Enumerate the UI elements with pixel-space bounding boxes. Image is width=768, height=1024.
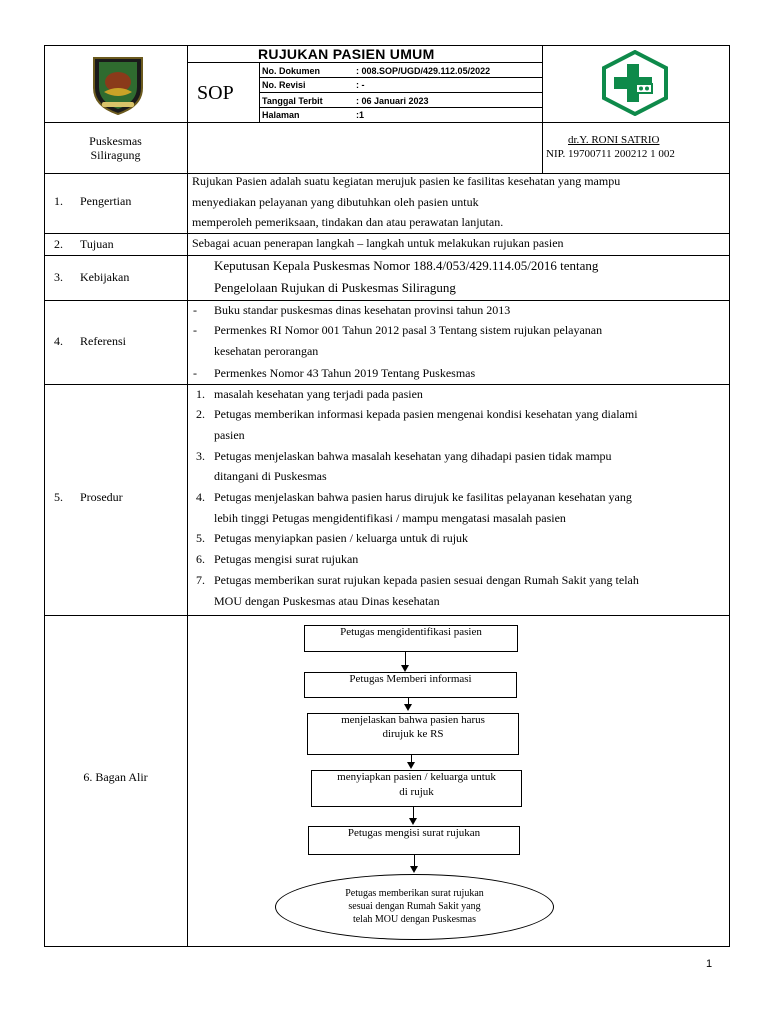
kebijakan-line: Pengelolaan Rujukan di Puskesmas Siliragung [214, 280, 456, 295]
pengertian-line: menyediakan pelayanan yang dibutuhkan oleh pasien untuk [192, 195, 479, 209]
flow-box-text: Petugas mengidentifikasi pasien [340, 626, 482, 638]
pengertian-line: Rujukan Pasien adalah suatu kegiatan merujuk pasien ke fasilitas kesehatan yang mampu [192, 174, 621, 188]
flow-box-text: Petugas mengisi surat rujukan [347, 827, 481, 839]
tujuan-text: Sebagai acuan penerapan langkah – langkah untuk melakukan rujukan pasien [192, 236, 564, 250]
flow-arrowhead [410, 866, 418, 873]
field-halaman-label: Halaman [262, 110, 300, 120]
flow-box-text: dirujuk ke RS [382, 728, 444, 740]
document-title: RUJUKAN PASIEN UMUM [258, 46, 435, 62]
step-text: Petugas mengisi surat rujukan [214, 552, 359, 566]
step-number: 3. [196, 449, 205, 463]
flow-box-identifikasi [304, 625, 518, 652]
step-text: Petugas menjelaskan bahwa masalah kesehatan yang dihadapi pasien tidak mampu [214, 449, 612, 463]
flow-arrow [405, 652, 406, 666]
flow-arrowhead [407, 762, 415, 769]
field-no-revisi-value: : - [356, 80, 365, 90]
field-tanggal-terbit-label: Tanggal Terbit [262, 96, 323, 106]
sop-label: SOP [197, 82, 234, 104]
referensi-item: Permenkes RI Nomor 001 Tahun 2012 pasal 3 Tentang sistem rujukan pelayanan [214, 323, 603, 337]
field-no-dokumen-label: No. Dokumen [262, 66, 321, 76]
step-number: 1. [196, 387, 205, 401]
step-text: MOU dengan Puskesmas atau Dinas kesehatan [214, 594, 440, 608]
flow-box-text: menyiapkan pasien / keluarga untuk [337, 771, 496, 783]
signer-name: dr.Y. RONI SATRIO [568, 134, 660, 146]
flow-ellipse-text: Petugas memberikan surat rujukan [345, 888, 484, 899]
kebijakan-num: 3. [54, 270, 63, 284]
page-number: 1 [706, 958, 713, 970]
flow-ellipse-text: telah MOU dengan Puskesmas [352, 914, 477, 925]
field-halaman-value: :1 [356, 110, 365, 120]
step-number: 4. [196, 490, 205, 504]
referensi-num: 4. [54, 334, 63, 348]
pengertian-num: 1. [54, 194, 63, 208]
referensi-label: Referensi [80, 334, 126, 348]
step-number: 6. [196, 552, 205, 566]
bullet-dash: - [193, 366, 197, 380]
flow-box-text: Petugas Memberi informasi [349, 673, 472, 685]
flow-arrowhead [401, 665, 409, 672]
bullet-dash: - [193, 323, 197, 337]
flow-box-text: menjelaskan bahwa pasien harus [341, 714, 485, 726]
kabupaten-logo [86, 52, 150, 116]
pengertian-line: memperoleh pemeriksaan, tindakan dan atau perawatan lanjutan. [192, 215, 504, 229]
flow-arrowhead [409, 818, 417, 825]
step-text: Petugas memberikan surat rujukan kepada pasien sesuai dengan Rumah Sakit yang telah [214, 573, 639, 587]
step-text: masalah kesehatan yang terjadi pada pasien [214, 387, 423, 401]
step-text: ditangani di Puskesmas [214, 469, 327, 483]
signer-nip: NIP. 19700711 200212 1 002 [546, 148, 675, 160]
flow-arrowhead [404, 704, 412, 711]
tujuan-label: Tujuan [80, 237, 114, 251]
flow-arrow [414, 855, 415, 866]
org-name-line2: Siliragung [90, 148, 141, 162]
field-no-dokumen-value: : 008.SOP/UGD/429.112.05/2022 [356, 66, 491, 76]
org-name-line1: Puskesmas [89, 134, 142, 148]
field-no-revisi-label: No. Revisi [262, 80, 306, 90]
kebijakan-label: Kebijakan [80, 270, 130, 284]
step-text: pasien [214, 428, 245, 442]
step-text: Petugas menjelaskan bahwa pasien harus dirujuk ke fasilitas pelayanan kesehatan yang [214, 490, 632, 504]
flow-ellipse-final [275, 874, 554, 940]
step-number: 2. [196, 407, 205, 421]
tujuan-num: 2. [54, 237, 63, 251]
prosedur-label: Prosedur [80, 490, 123, 504]
step-text: lebih tinggi Petugas mengidentifikasi / mampu mengatasi masalah pasien [214, 511, 566, 525]
kebijakan-line: Keputusan Kepala Puskesmas Nomor 188.4/053/429.114.05/2016 tentang [214, 258, 599, 273]
flow-box-informasi [304, 672, 517, 698]
prosedur-num: 5. [54, 490, 63, 504]
referensi-item: kesehatan perorangan [214, 344, 319, 358]
flow-box-text: di rujuk [399, 786, 434, 798]
bullet-dash: - [193, 303, 197, 317]
bagan-alir-label: 6. Bagan Alir [83, 770, 148, 784]
flow-box-menyiapkan [311, 770, 522, 807]
puskesmas-logo [600, 50, 670, 116]
step-text: Petugas menyiapkan pasien / keluarga untuk di rujuk [214, 531, 469, 545]
pengertian-label: Pengertian [80, 194, 132, 208]
referensi-item: Permenkes Nomor 43 Tahun 2019 Tentang Puskesmas [214, 366, 476, 380]
flow-box-menjelaskan [307, 713, 519, 755]
referensi-item: Buku standar puskesmas dinas kesehatan provinsi tahun 2013 [214, 303, 511, 317]
field-tanggal-terbit-value: : 06 Januari 2023 [356, 96, 429, 106]
step-number: 5. [196, 531, 205, 545]
step-text: Petugas memberikan informasi kepada pasien mengenai kondisi kesehatan yang dialami [214, 407, 638, 421]
step-number: 7. [196, 573, 205, 587]
flow-ellipse-text: sesuai dengan Rumah Sakit yang [348, 901, 481, 912]
flow-box-surat [308, 826, 520, 855]
